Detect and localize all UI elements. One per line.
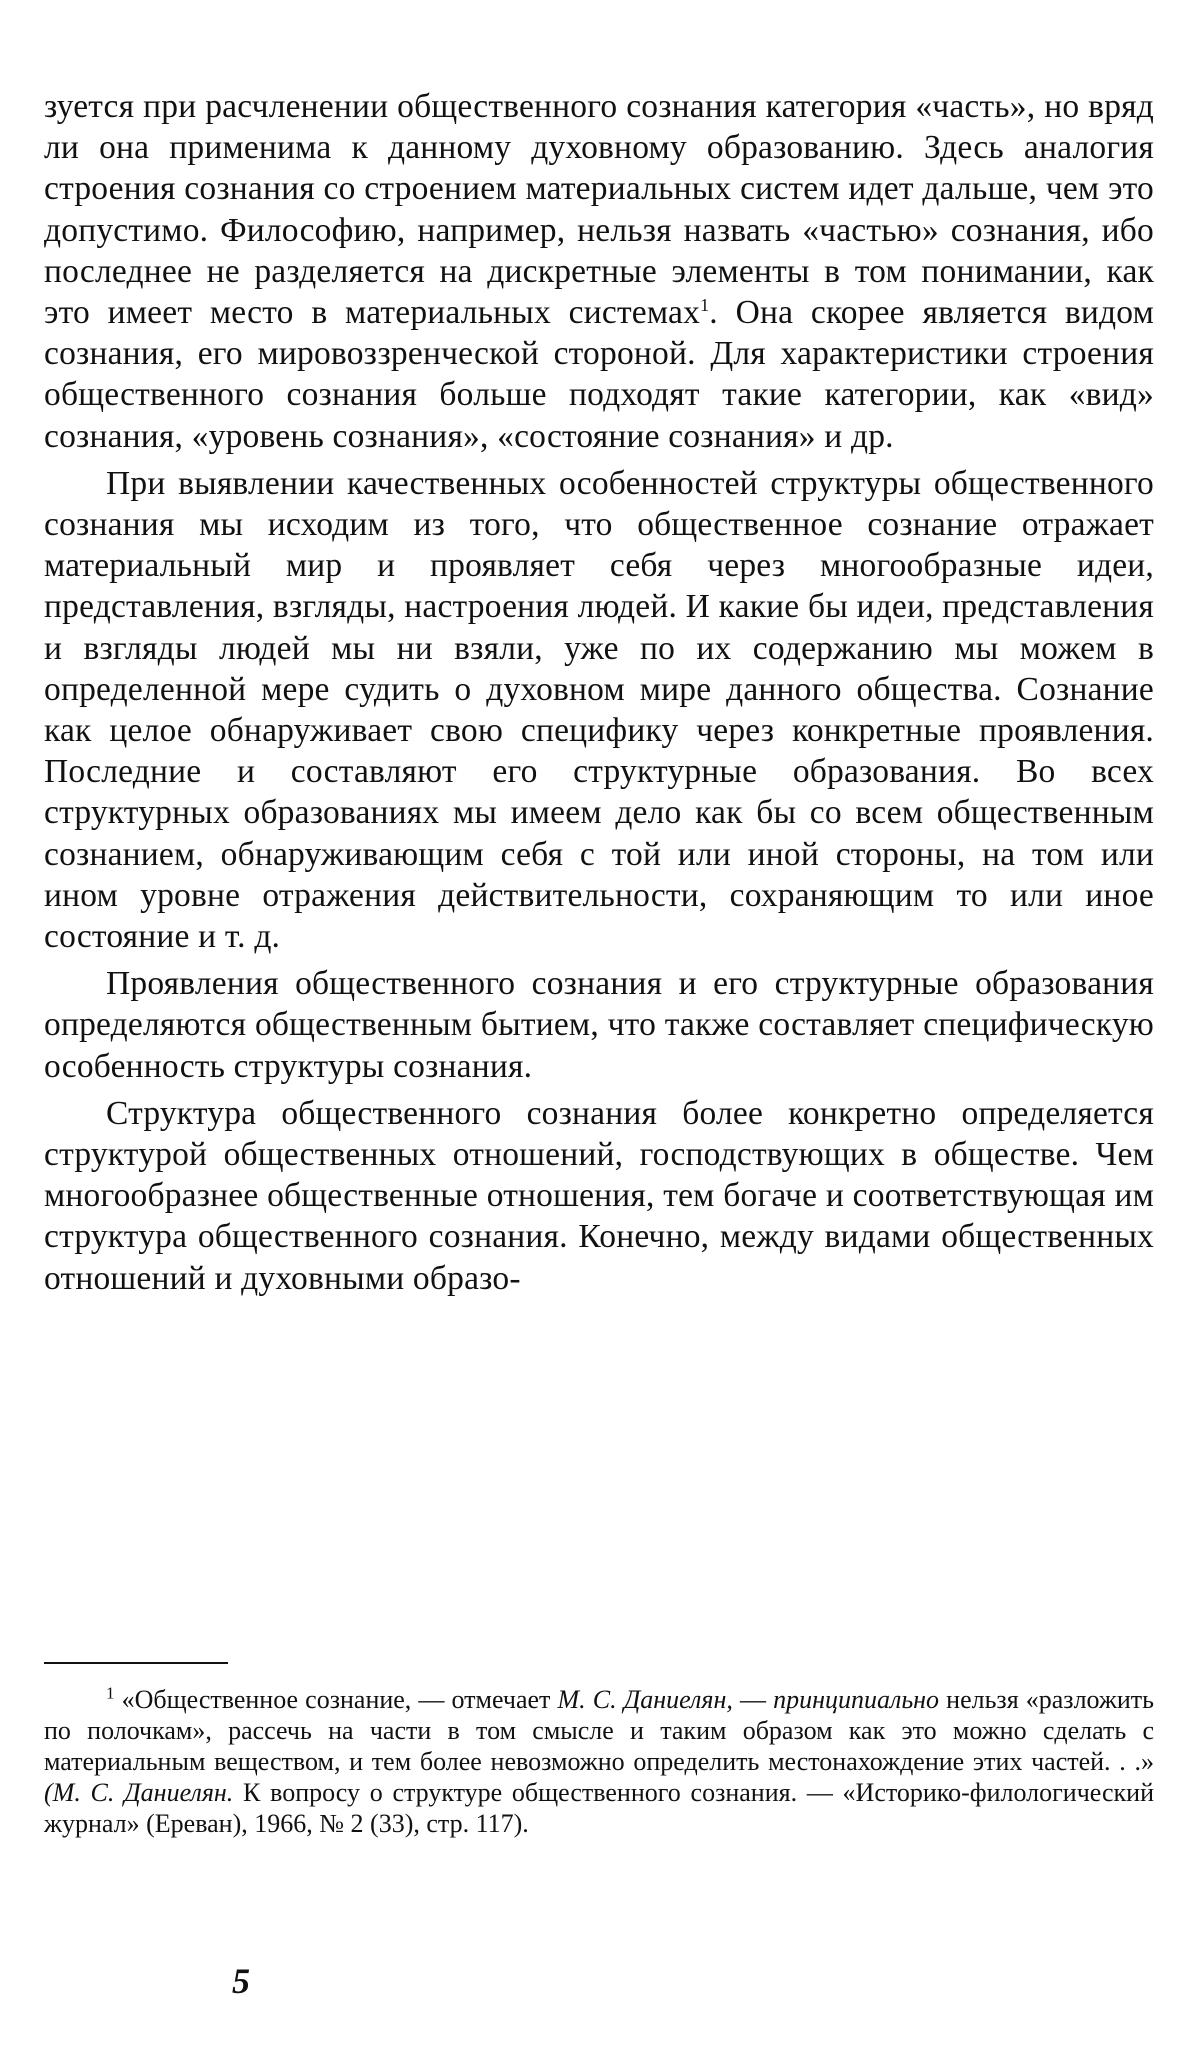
footnote-quote-body: нельзя «разложить по полочкам», рассечь на части в том смысле и таким образом как это можно сделать с материальным веществом, и тем более невозможно определить местонахождение этих частей. . .»	[44, 1685, 1155, 1776]
footnote-divider	[44, 1662, 228, 1664]
footnote-quote-start: «Общественное сознание, — отмечает	[121, 1685, 558, 1714]
paragraph-4: Структура общественного сознания более конкретно определяется структурой общественных отношений, господствующих в обществе. Чем многообразнее общественные отношения, тем богаче и соответствующая им структура общественного сознания. Конечно, между видами общественных отношений и духовными образо-	[44, 1094, 1154, 1297]
footnote-emphasis: принципиально	[773, 1685, 940, 1714]
page-body	[44, 86, 1154, 1305]
footnote	[44, 1684, 1154, 1839]
paragraph-1-text: зуется при расчленении общественного сознания категория «часть», но вряд ли она применима к данному духовному образованию. Здесь аналогия строения сознания со строением материальных систем идет дальше, чем это допустимо. Философию, например, нельзя назвать «частью» сознания, ибо последнее не разделяется на дискретные элементы в том понимании, как это имеет место в материальных системах	[44, 88, 1154, 332]
paragraph-3: Проявления общественного сознания и его структурные образования определяются общественным бытием, что также составляет специфическую особенность структуры сознания.	[44, 965, 1154, 1085]
footnote-dash: —	[732, 1685, 774, 1714]
paragraph-2: При выявлении качественных особенностей структуры общественного сознания мы исходим из того, что общественное сознание отражает материальный мир и проявляет себя через многообразные идеи, представления, взгляды, настроения людей. И какие бы идеи, представления и взгляды людей мы ни взяли, уже по их содержанию мы можем в определенной мере судить о духовном мире данного общества. Сознание как целое обнаруживает свою специфику через конкретные проявления. Последние и составляют его структурные образования. Во всех структурных образованиях мы имеем дело как бы со всем общественным сознанием, обнаруживающим себя с той или иной стороны, на том или ином уровне отражения действительности, сохраняющим то или иное состояние и т. д.	[44, 464, 1154, 956]
paragraph-1-continuation: . Она скорее является видом сознания, его мировоззренческой стороной. Для характеристики строения общественного сознания больше подходят такие категории, как «вид» сознания, «уровень сознания», «состояние сознания» и др.	[44, 294, 1155, 455]
footnote-citation: К вопросу о структуре общественного сознания. — «Историко-филологический журнал» (Ереван), 1966, № 2 (33), стр. 117).	[44, 1778, 1154, 1838]
footnote-author: М. С. Даниелян,	[557, 1685, 733, 1714]
footnote-marker: 1	[106, 1683, 115, 1703]
footnote-citation-author: (М. С. Даниелян.	[44, 1778, 234, 1807]
footnote-reference[interactable]: 1	[700, 294, 710, 315]
page-number: 5	[232, 1961, 250, 2001]
paragraph-1	[44, 86, 1154, 457]
